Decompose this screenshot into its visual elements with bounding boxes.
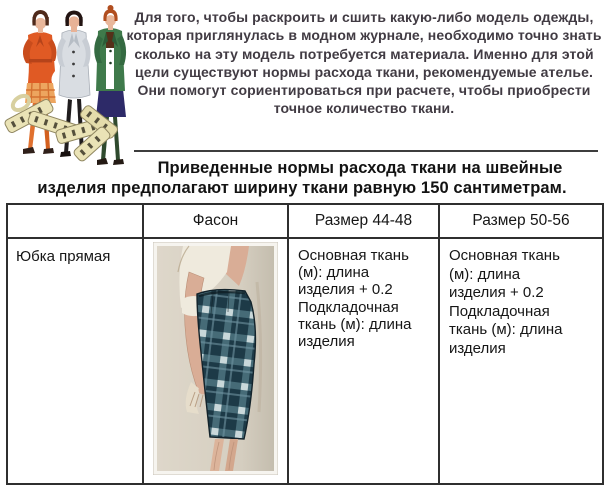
row-label-cell <box>7 238 143 484</box>
intro-line: которая приглянулась в модном журнале, необходимо точно знать <box>126 27 602 44</box>
intro-line: Они помогут сориентироваться при расчете, чтобы приобрести <box>137 82 591 99</box>
intro-line: сколько на эту модель потребуется материала. Именно для этой <box>134 45 594 62</box>
column-header-style: Фасон <box>143 204 288 238</box>
intro-paragraph <box>126 8 602 118</box>
table-row <box>7 238 603 484</box>
size-44-48-cell <box>288 238 439 484</box>
section-divider <box>134 150 598 152</box>
spec-line: ткань (м): длина <box>449 321 563 339</box>
spec-line: ткань (м): длина <box>298 315 412 333</box>
figure-orange-suit <box>23 10 57 154</box>
intro-line: Для того, чтобы раскроить и сшить какую-либо модель одежды, <box>134 9 594 25</box>
style-illustration-cell <box>143 238 288 484</box>
intro-line: точное количество ткани. <box>273 100 455 117</box>
spec-line: (м): длина <box>449 265 521 283</box>
table-caption <box>6 159 598 198</box>
skirt-illustration <box>153 242 278 475</box>
spec-line: Подкладочная <box>449 302 550 320</box>
size-50-56-cell <box>439 238 603 484</box>
spec-line: Подкладочная <box>298 298 399 316</box>
table-header-row <box>7 204 603 238</box>
column-header-size-44-48: Размер 44-48 <box>288 204 439 238</box>
spec-line: Основная ткань <box>449 247 560 264</box>
fashion-figures-illustration <box>2 2 142 168</box>
spec-line: (м): длина <box>298 264 370 282</box>
spec-line: изделия <box>298 333 355 351</box>
spec-line: изделия <box>449 339 506 357</box>
fabric-consumption-table <box>6 203 604 485</box>
caption-line: Приведенные нормы расхода ткани на швейные <box>157 159 563 177</box>
column-header-size-50-56: Размер 50-56 <box>439 204 603 238</box>
intro-line: цели существуют нормы расхода ткани, рекомендуемые ателье. <box>135 63 593 80</box>
column-header-item <box>7 204 143 238</box>
spec-line: изделия + 0.2 <box>298 281 393 299</box>
spec-line: изделия + 0.2 <box>449 284 544 302</box>
spec-line: Основная ткань <box>298 247 409 264</box>
item-name: Юбка прямая <box>16 248 111 265</box>
caption-line: изделия предполагают ширину ткани равную 150 сантиметрам. <box>37 178 567 197</box>
